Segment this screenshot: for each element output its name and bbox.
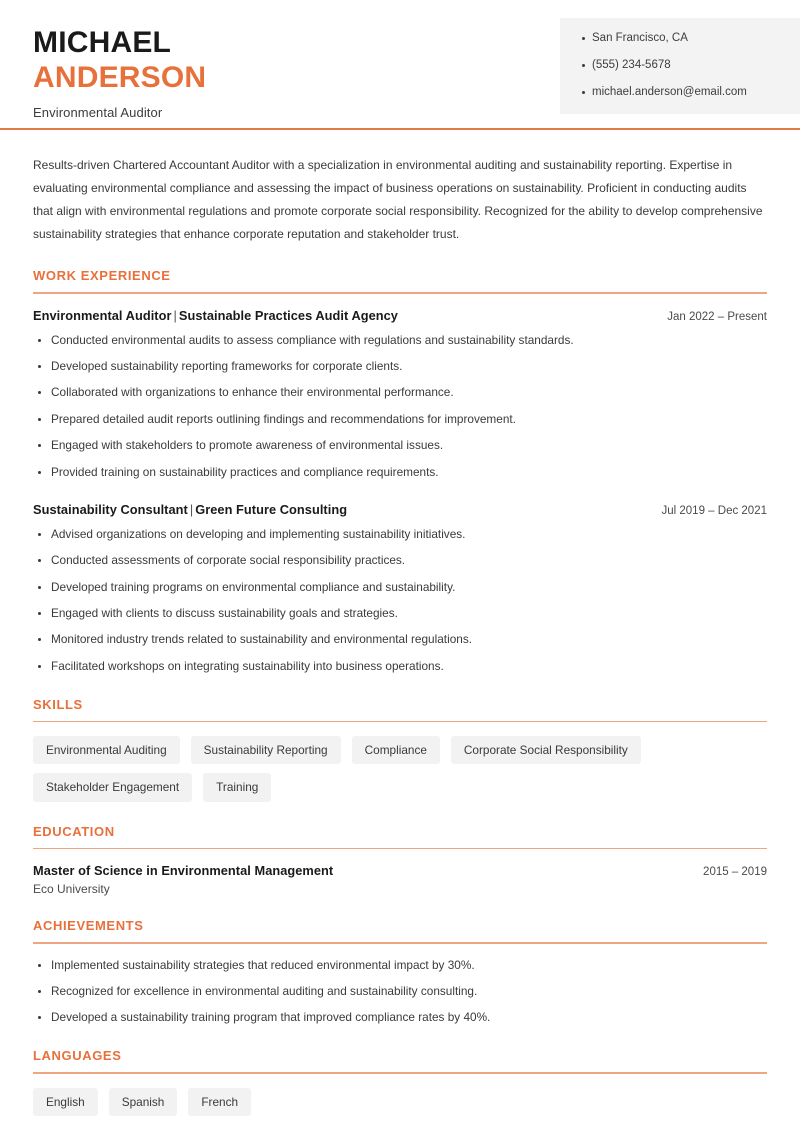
bullet-item: Prepared detailed audit reports outlining findings and recommendations for improvement. — [33, 412, 767, 428]
section-education — [33, 824, 767, 897]
bullet-item: Engaged with stakeholders to promote awareness of environmental issues. — [33, 438, 767, 454]
bullet-item: Conducted environmental audits to assess compliance with regulations and sustainability standards. — [33, 333, 767, 349]
skill-chip: Stakeholder Engagement — [33, 773, 192, 801]
bullet-item: Collaborated with organizations to enhance their environmental performance. — [33, 385, 767, 401]
title-separator: | — [189, 501, 194, 517]
bullet-item: Monitored industry trends related to sustainability and environmental regulations. — [33, 632, 767, 648]
contact-info-box — [560, 18, 800, 114]
experience-company: Green Future Consulting — [195, 501, 348, 517]
section-title-languages: LANGUAGES — [33, 1048, 122, 1064]
bullet-item: Advised organizations on developing and implementing sustainability initiatives. — [33, 527, 767, 543]
resume-header — [0, 0, 800, 128]
contact-item-phone: (555) 234-5678 — [560, 59, 800, 73]
education-date: 2015 – 2019 — [703, 866, 767, 878]
language-chip: French — [188, 1088, 251, 1116]
headline-job-title: Environmental Auditor — [33, 104, 163, 120]
education-degree: Master of Science in Environmental Management — [33, 863, 334, 878]
experience-entry — [33, 308, 767, 481]
bullet-item: Developed training programs on environmental compliance and sustainability. — [33, 580, 767, 596]
skill-chip: Environmental Auditing — [33, 736, 180, 764]
education-entry-head — [33, 863, 767, 878]
experience-title — [33, 308, 398, 323]
bullet-item: Provided training on sustainability practices and compliance requirements. — [33, 465, 767, 481]
skill-chip: Compliance — [352, 736, 440, 764]
last-name: ANDERSON — [33, 60, 207, 94]
experience-title — [33, 502, 347, 517]
skill-chip: Training — [203, 773, 271, 801]
section-divider — [33, 1072, 767, 1074]
experience-entry — [33, 502, 767, 675]
education-entry — [33, 863, 767, 896]
bullet-item: Developed a sustainability training program that improved compliance rates by 40%. — [33, 1010, 767, 1026]
bullet-item: Conducted assessments of corporate social responsibility practices. — [33, 553, 767, 569]
languages-chip-list — [33, 1088, 767, 1116]
language-chip: English — [33, 1088, 98, 1116]
header-divider — [0, 128, 800, 130]
resume-content — [0, 154, 800, 1116]
section-title-education: EDUCATION — [33, 823, 115, 839]
bullet-item: Recognized for excellence in environmental auditing and sustainability consulting. — [33, 984, 767, 1000]
first-name: MICHAEL — [33, 26, 172, 59]
education-school: Eco University — [33, 882, 110, 896]
experience-company: Sustainable Practices Audit Agency — [178, 307, 398, 323]
experience-role: Environmental Auditor — [33, 307, 172, 323]
achievements-bullets — [33, 958, 767, 1027]
bullet-item: Engaged with clients to discuss sustainability goals and strategies. — [33, 606, 767, 622]
contact-item-email[interactable]: michael.anderson@email.com — [560, 86, 800, 100]
section-divider — [33, 721, 767, 723]
section-divider — [33, 848, 767, 850]
skill-chip: Sustainability Reporting — [191, 736, 341, 764]
section-languages — [33, 1048, 767, 1116]
contact-list — [560, 32, 800, 99]
section-title-achievements: ACHIEVEMENTS — [33, 918, 144, 933]
experience-date: Jan 2022 – Present — [667, 310, 767, 323]
skills-chip-list — [33, 736, 767, 801]
section-divider — [33, 292, 767, 294]
skill-chip: Corporate Social Responsibility — [451, 736, 641, 764]
section-work-experience — [33, 268, 767, 675]
professional-summary: Results-driven Chartered Accountant Auditor with a specialization in environmental auditing and sustainability reporting. Expertise in evaluating environmental compliance and assessing the impact of business operations on sustainability. Proficient in conducting audits that align with environmental regulations and promote corporate social responsibility. Recognized for the ability to develop comprehensive sustainability strategies that enhance corporate reputation and stakeholder trust. — [33, 158, 763, 242]
bullet-item: Implemented sustainability strategies that reduced environmental impact by 30%. — [33, 958, 767, 974]
section-divider — [33, 942, 767, 944]
section-title-skills: SKILLS — [33, 696, 83, 712]
contact-item-location: San Francisco, CA — [560, 32, 800, 46]
title-separator: | — [173, 307, 177, 323]
experience-entry-head — [33, 502, 767, 517]
bullet-item: Developed sustainability reporting frameworks for corporate clients. — [33, 359, 767, 375]
language-chip: Spanish — [109, 1088, 178, 1116]
experience-role: Sustainability Consultant — [33, 501, 188, 517]
experience-entry-head — [33, 308, 767, 323]
experience-bullets — [33, 333, 767, 481]
bullet-item: Facilitated workshops on integrating sustainability into business operations. — [33, 659, 767, 675]
experience-bullets — [33, 527, 767, 675]
section-title-work-experience: WORK EXPERIENCE — [33, 268, 171, 284]
section-skills — [33, 697, 767, 802]
experience-date: Jul 2019 – Dec 2021 — [661, 504, 767, 517]
section-achievements — [33, 918, 767, 1026]
